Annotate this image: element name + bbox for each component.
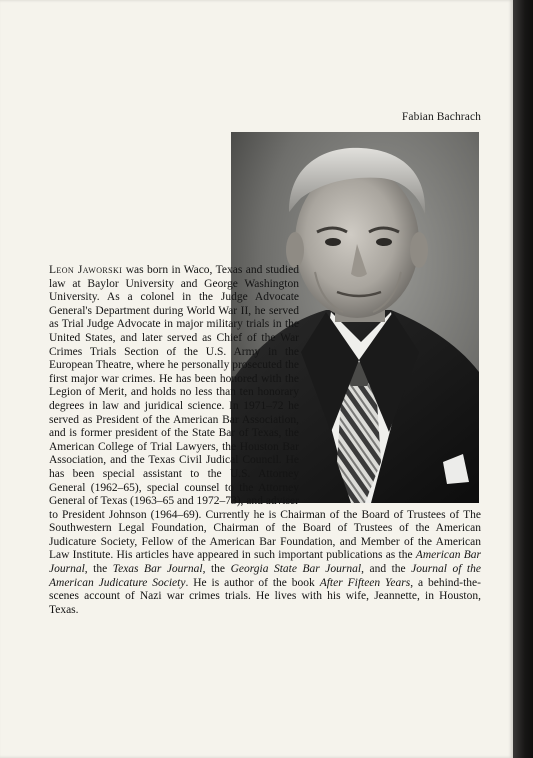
bio-text-part2: , a behind-the-scenes account of Nazi war crimes trials. He lives with his wife, Jeannette, in Houston, Texas. <box>49 576 481 616</box>
photo-credit: Fabian Bachrach <box>401 111 481 123</box>
bio-text-part1: was born in Waco, Texas and studied law at Baylor University and George Washington University. As a colonel in the Judge Advocate General's Department during World War II, he served as Trial Judge Advocate in major military trials in the United States, and later served as Chief of the War Crimes Trials Section of the U.S. Army in the European Theatre, where he personally prosecuted the first major war crimes. He has been honored with the Legion of Merit, and holds no less than ten honorary degrees in law and juridical science. In 1971–72 he served as President of the American Bar Association, and is former president of the State Bar of Texas, the American College of Trial Lawyers, the Houston Bar Association, and the Texas Civil Judical Council. He has been special assistant to the U.S. Attorney General (1962–65), special counsel to the Attorney General of Texas (1963–65 and 1972–73), and adviser to President Johnson (1964–69). Currently he is Chairman of the Board of Trustees of The Southwestern Legal Foundation, Chairman of the Board of Trustees of the American Judicature Society, Fellow of the American Bar Foundation, and Member of the American Law Institute. His articles have appeared in such important publications as the <box>49 264 481 562</box>
author-name: Leon Jaworski <box>49 264 123 276</box>
bio-separator: , the <box>84 563 113 576</box>
bio-separator: , and the <box>361 563 412 576</box>
author-biography <box>49 264 481 617</box>
publication-title: Journal of the American Judicature Society <box>49 563 481 589</box>
book-title: After Fifteen Years <box>319 576 411 589</box>
publication-title: Texas Bar Journal <box>112 563 203 576</box>
bio-separator: . He is author of the book <box>185 576 320 589</box>
bio-separator: , the <box>202 563 231 576</box>
publication-title: Georgia State Bar Journal <box>230 563 362 576</box>
photo-wrap-spacer <box>299 264 481 506</box>
publication-title: American Bar Journal <box>49 549 481 576</box>
jacket-edge-shadow <box>513 0 533 758</box>
